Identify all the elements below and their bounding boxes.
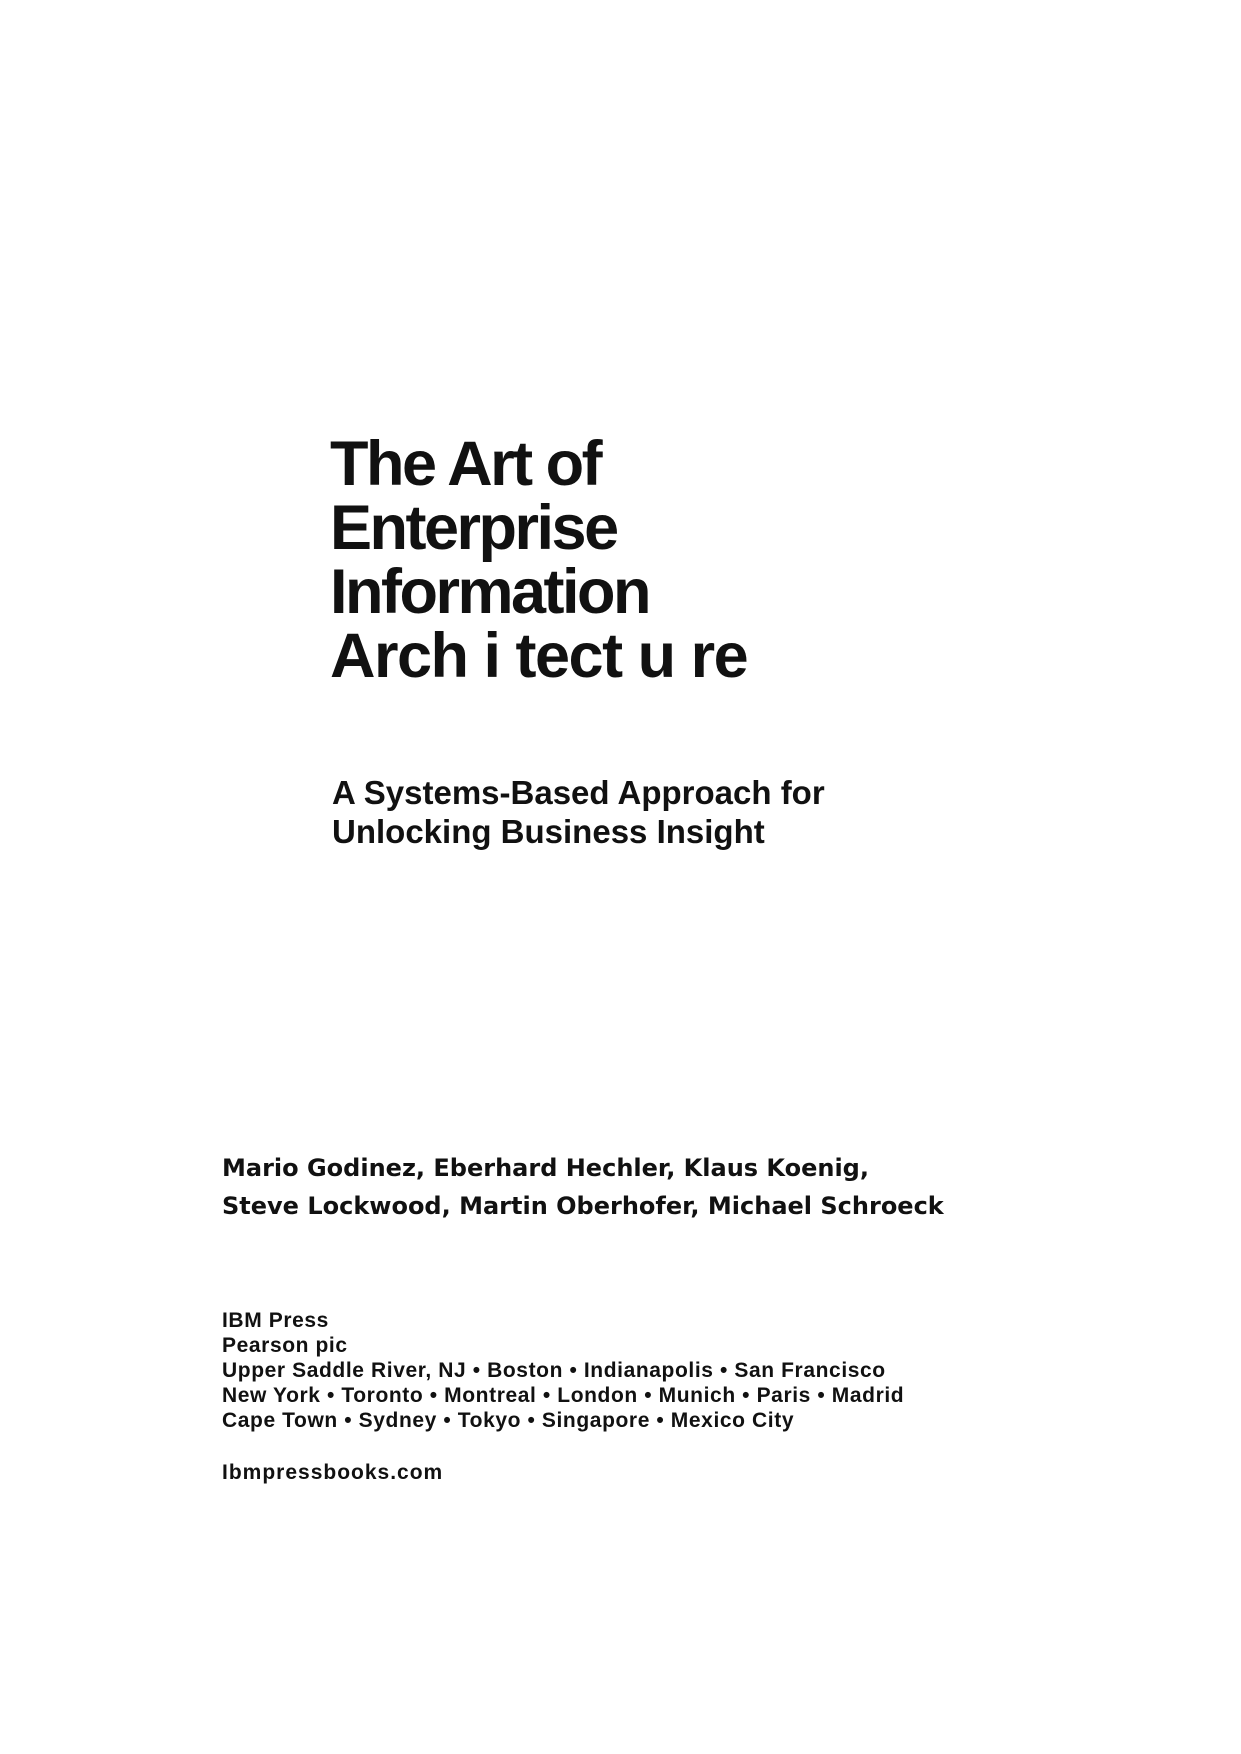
book-title-line-1: The Art of <box>330 429 601 499</box>
author-list <box>222 1149 944 1225</box>
author-line-2: Steve Lockwood, Martin Oberhofer, Michael Schroeck <box>222 1192 944 1220</box>
author-line-1: Mario Godinez, Eberhard Hechler, Klaus Koenig, <box>222 1154 869 1182</box>
book-title-line-4: Arch i tect u re <box>330 621 748 691</box>
book-title <box>330 429 748 691</box>
book-subtitle <box>332 773 825 851</box>
publisher-website: Ibmpressbooks.com <box>222 1461 444 1484</box>
book-subtitle-line-1: A Systems-Based Approach for <box>332 774 825 811</box>
book-subtitle-line-2: Unlocking Business Insight <box>332 813 765 850</box>
publisher-cities-line-3: Cape Town • Sydney • Tokyo • Singapore • Mexico City <box>222 1409 795 1432</box>
publisher-cities-line-1: Upper Saddle River, NJ • Boston • Indianapolis • San Francisco <box>222 1359 886 1382</box>
publisher-cities-line-2: New York • Toronto • Montreal • London • Munich • Paris • Madrid <box>222 1384 905 1407</box>
publisher-imprint: IBM Press <box>222 1309 329 1332</box>
book-title-line-2: Enterprise <box>330 493 617 563</box>
book-title-line-3: Information <box>330 557 649 627</box>
publisher-company: Pearson pic <box>222 1334 348 1357</box>
publisher-block <box>222 1308 904 1433</box>
